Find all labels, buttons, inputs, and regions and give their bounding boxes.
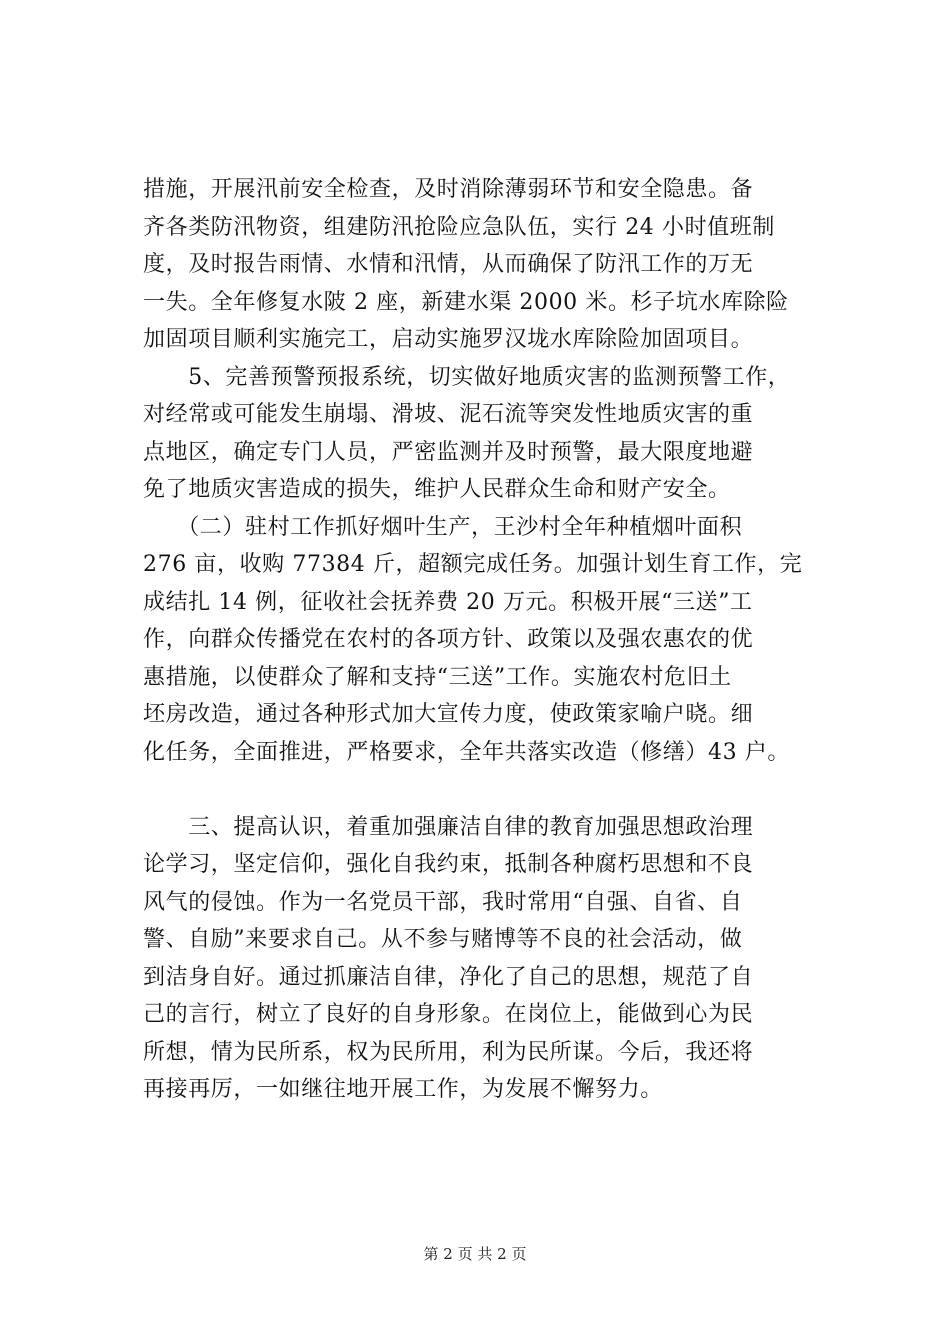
text-line: 成结扎 14 例，征收社会抚养费 20 万元。积极开展“三送”工 [143, 589, 753, 615]
text-line: 化任务，全面推进，严格要求，全年共落实改造（修缮）43 户。 [143, 739, 790, 765]
text-line: 作，向群众传播党在农村的各项方针、政策以及强农惠农的优 [143, 627, 754, 652]
text-line: 己的言行，树立了良好的自身形象。在岗位上，能做到心为民 [143, 1002, 754, 1027]
text-line: 加固项目顺利实施完工，启动实施罗汉垅水库除险加固项目。 [143, 327, 754, 352]
document-body [143, 171, 843, 1109]
text-line: （二）驻村工作抓好烟叶生产，王沙村全年种植烟叶面积 [143, 514, 743, 540]
text-line: 5、完善预警预报系统，切实做好地质灾害的监测预警工作， [143, 364, 791, 390]
text-line: 警、自励”来要求自己。从不参与赌博等不良的社会活动，做 [143, 927, 743, 952]
text-line: 惠措施，以使群众了解和支持“三送”工作。实施农村危旧土 [143, 664, 732, 690]
text-line: 措施，开展汛前安全检查，及时消除薄弱环节和安全隐患。备 [143, 177, 754, 202]
text-line: 再接再厉，一如继往地开展工作，为发展不懈努力。 [143, 1077, 663, 1102]
text-line: 一失。全年修复水陂 2 座，新建水渠 2000 米。杉子坑水库除险 [143, 289, 789, 315]
text-line: 所想，情为民所系，权为民所用，利为民所谋。今后，我还将 [143, 1039, 754, 1065]
text-line: 免了地质灾害造成的损失，维护人民群众生命和财产安全。 [143, 477, 731, 502]
page-footer [0, 1243, 950, 1265]
text-line: 到洁身自好。通过抓廉洁自律，净化了自己的思想，规范了自 [143, 964, 754, 990]
text-line: 论学习，坚定信仰，强化自我约束，抵制各种腐朽思想和不良 [143, 852, 754, 877]
text-line: 齐各类防汛物资，组建防汛抢险应急队伍，实行 24 小时值班制 [143, 214, 775, 240]
text-line: 276 亩，收购 77384 斤，超额完成任务。加强计划生育工作，完 [143, 552, 803, 577]
text-line: 三、提高认识，着重加强廉洁自律的教育加强思想政治理 [143, 814, 754, 840]
text-line: 点地区，确定专门人员，严密监测并及时预警，最大限度地避 [143, 439, 754, 465]
text-line: 度，及时报告雨情、水情和汛情，从而确保了防汛工作的万无 [143, 252, 754, 277]
text-line: 对经常或可能发生崩塌、滑坡、泥石流等突发性地质灾害的重 [143, 402, 754, 427]
paragraph-gap [143, 771, 843, 809]
text-line: 风气的侵蚀。作为一名党员干部，我时常用“自强、自省、自 [143, 889, 743, 915]
text-line: 坯房改造，通过各种形式加大宣传力度，使政策家喻户晓。细 [143, 702, 754, 727]
page-number-label: 第 2 页 共 2 页 [423, 1245, 527, 1263]
